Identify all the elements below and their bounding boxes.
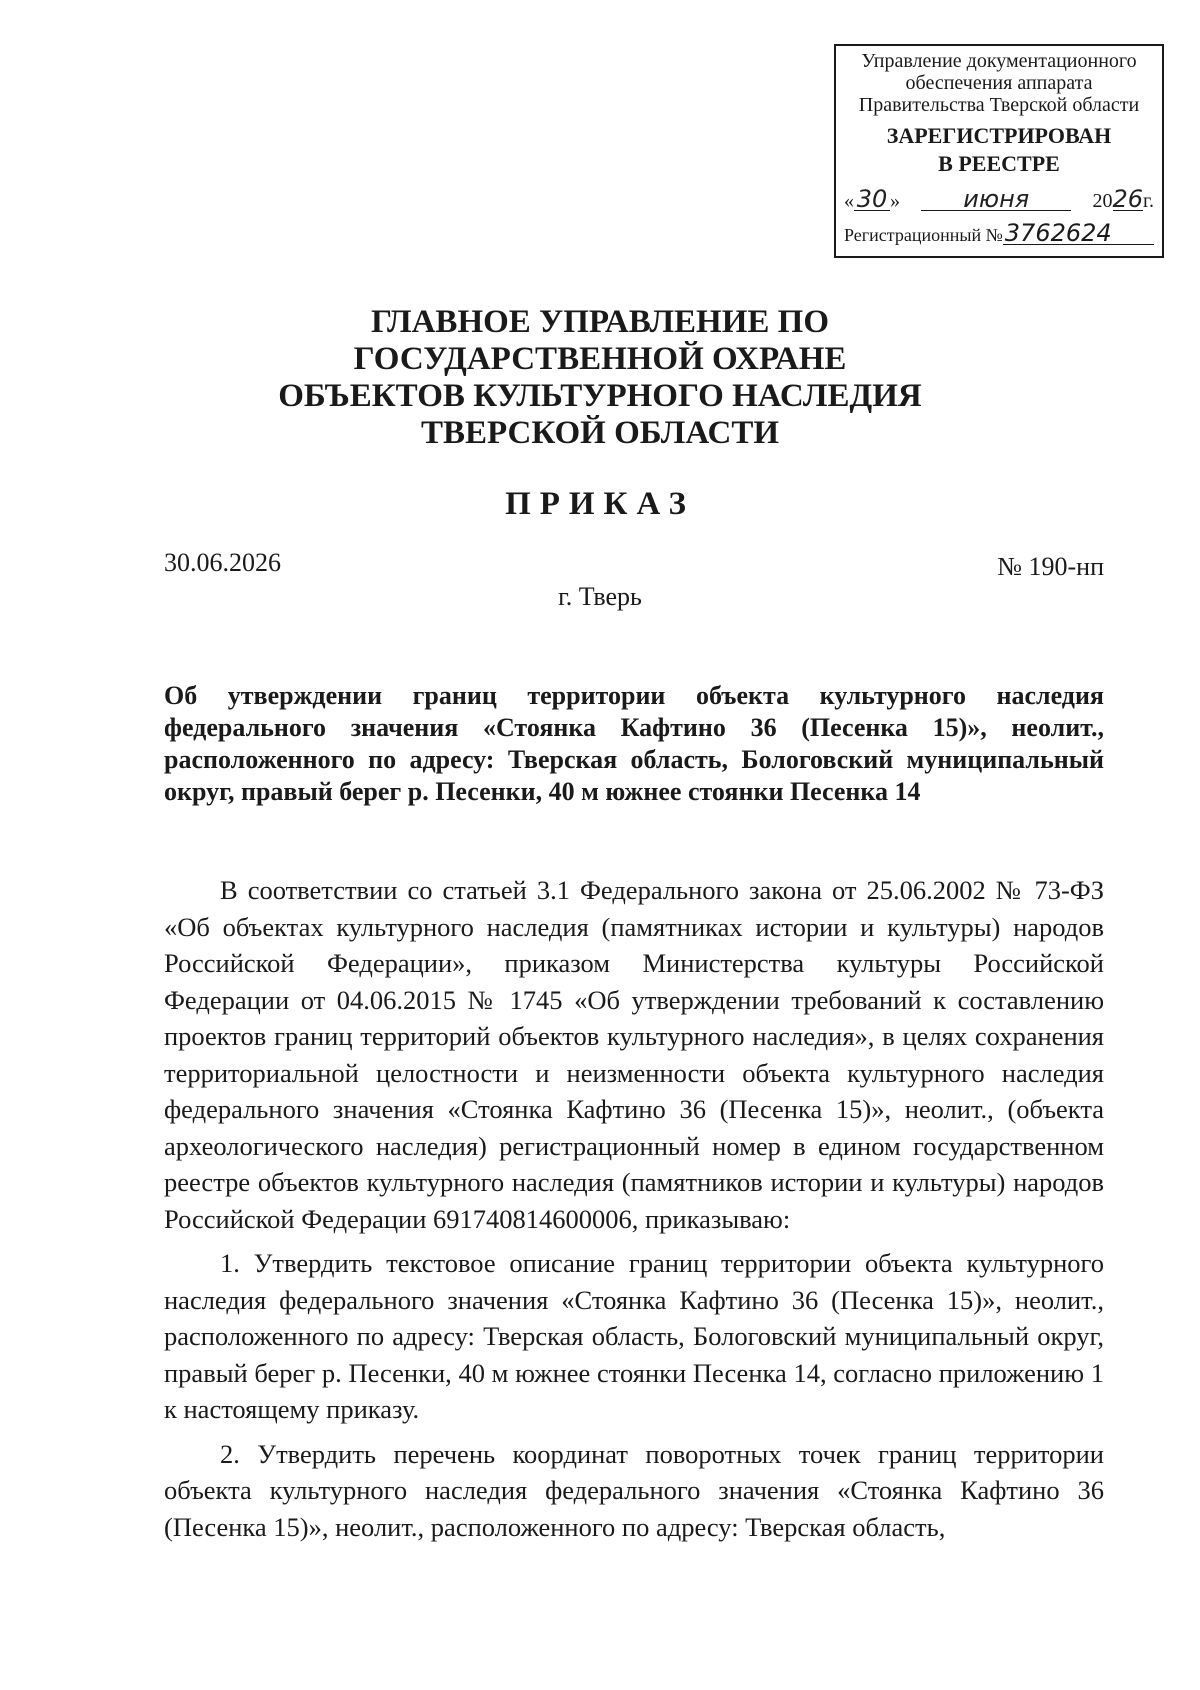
document-city: г. Тверь: [558, 582, 642, 611]
stamp-day: « 30 »: [844, 185, 900, 213]
stamp-registered-title: [842, 122, 1156, 178]
stamp-regnum-value: 3762624: [1003, 222, 1154, 245]
registration-stamp: [834, 44, 1164, 258]
stamp-dept-line: Управление документационного: [861, 50, 1137, 72]
body-paragraph-item-2: 2. Утвердить перечень координат поворотных точек границ территории объекта культурного наследия федерального значения «Стоянка Кафтино 36 (Песенка 15)», неолит., расположенного по адресу: Тверская область,: [164, 1438, 1104, 1542]
document-subject: Об утверждении границ территории объекта культурного наследия федерального значения «Стоянка Кафтино 36 (Песенка 15)», неолит., расположенного по адресу: Тверская область, Бологовский муниципальный округ, правый берег р. Песенки, 40 м южнее стоянки Песенка 14: [164, 681, 1104, 806]
document-body: [164, 872, 1104, 1545]
org-line: ГОСУДАРСТВЕННОЙ ОХРАНЕ: [353, 341, 847, 377]
org-line: ТВЕРСКОЙ ОБЛАСТИ: [420, 415, 780, 451]
stamp-year-unit: г.: [1143, 190, 1154, 212]
body-paragraph-preamble: В соответствии со статьей 3.1 Федерального закона от 25.06.2002 № 73-ФЗ «Об объектах культурного наследия (памятниках истории и культуры) народов Российской Федерации», приказом Министерства культуры Российской Федерации от 04.06.2015 № 1745 «Об утверждении требований к составлению проектов границ территорий объектов культурного наследия», в целях сохранения территориальной целостности и неизменности объекта культурного наследия федерального значения «Стоянка Кафтино 36 (Песенка 15)», неолит., (объекта археологического наследия) регистрационный номер в едином государственном реестре объектов культурного наследия (памятников истории и культуры) народов Российской Федерации 691740814600006, приказываю:: [164, 875, 1104, 1234]
stamp-year: [1092, 185, 1155, 213]
stamp-date-line: [842, 185, 1156, 213]
organization-name: [200, 304, 1000, 452]
document-number: № 190-нп: [997, 552, 1104, 581]
document-date: 30.06.2026: [164, 548, 281, 577]
stamp-month: июня: [921, 188, 1071, 211]
stamp-year-prefix: 20: [1092, 190, 1113, 212]
stamp-regnum-label: Регистрационный №: [844, 225, 1003, 245]
body-paragraph-item-1: 1. Утвердить текстовое описание границ территории объекта культурного наследия федерального значения «Стоянка Кафтино 36 (Песенка 15)», неолит., расположенного по адресу: Тверская область, Бологовский муниципальный округ, правый берег р. Песенки, 40 м южнее стоянки Песенка 14, согласно приложению 1 к настоящему приказу.: [164, 1248, 1104, 1424]
stamp-registered-line: В РЕЕСТРЕ: [938, 151, 1060, 176]
stamp-dept-line: Правительства Тверской области: [858, 94, 1140, 116]
org-line: ГЛАВНОЕ УПРАВЛЕНИЕ ПО: [371, 304, 829, 340]
stamp-registered-line: ЗАРЕГИСТРИРОВАН: [886, 123, 1112, 148]
stamp-regnum-line: [842, 219, 1156, 247]
stamp-day-value: 30: [854, 188, 890, 211]
document-type: ПРИКАЗ: [505, 486, 695, 522]
stamp-year-suffix: 26: [1112, 185, 1144, 213]
stamp-dept-line: обеспечения аппарата: [905, 72, 1093, 94]
org-line: ОБЪЕКТОВ КУЛЬТУРНОГО НАСЛЕДИЯ: [278, 378, 922, 414]
